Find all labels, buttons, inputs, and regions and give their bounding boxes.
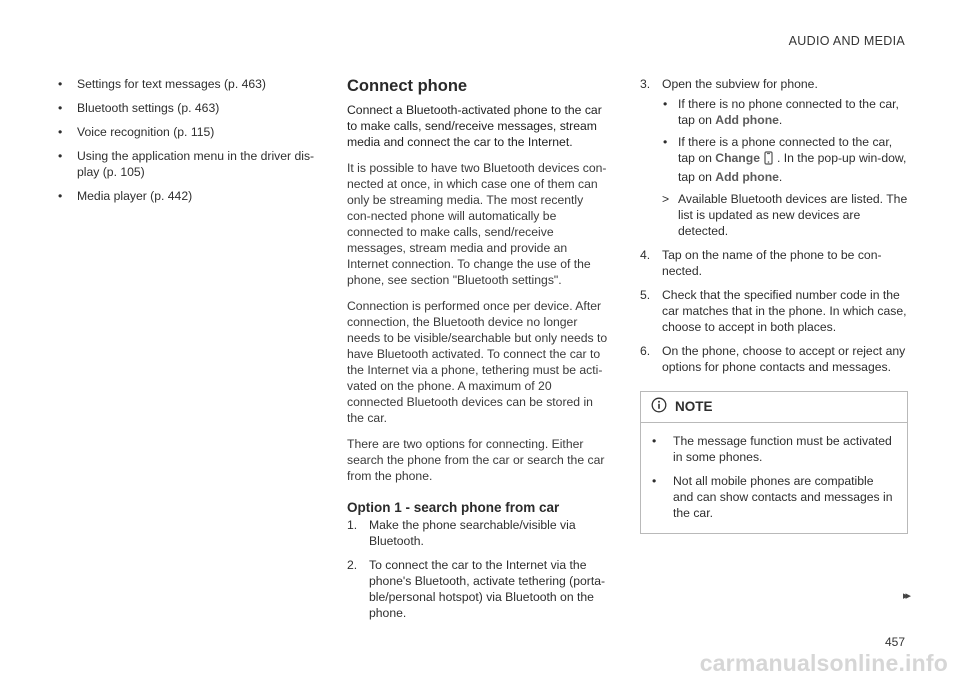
substep-text: . bbox=[778, 170, 783, 184]
substep-text: If there is a phone connected to the car, tap on bbox=[678, 135, 893, 165]
related-links-column bbox=[57, 76, 315, 212]
intro-paragraph: Connect a Bluetooth-activated phone to the car to make calls, send/receive messages, stream media and connect the car to the Internet. bbox=[347, 103, 602, 149]
substep-item bbox=[662, 134, 908, 185]
step-text: Check that the specified number code in the car matches that in the phone. In which case, choose to accept in both places. bbox=[662, 288, 907, 334]
note-item: • The message function must be activated in some phones. bbox=[651, 433, 897, 465]
step-item bbox=[347, 517, 609, 549]
step-result bbox=[662, 191, 908, 239]
step-item bbox=[347, 557, 609, 621]
step-number: 6. bbox=[640, 344, 651, 358]
note-box bbox=[640, 391, 908, 534]
note-label: NOTE bbox=[675, 399, 713, 414]
substep-item bbox=[662, 96, 908, 128]
related-link-voice-recognition[interactable]: • Voice recognition (p. 115) bbox=[57, 124, 315, 140]
substep-text: If there is no phone connected to the car, tap on bbox=[678, 97, 899, 127]
change-label: Change bbox=[715, 151, 760, 165]
phone-icon bbox=[764, 151, 773, 169]
body-paragraph: There are two options for connecting. Either search the phone from the car or search the car from the phone. bbox=[347, 437, 605, 483]
note-item: • Not all mobile phones are compatible and can show contacts and messages in the car. bbox=[651, 473, 897, 521]
step-number: 4. bbox=[640, 248, 651, 262]
step-text: Open the subview for phone. bbox=[662, 77, 818, 91]
right-column bbox=[640, 76, 908, 534]
substep-text: . In the pop-up win-dow, tap on bbox=[678, 151, 907, 184]
result-text: Available Bluetooth devices are listed. The list is updated as new devices are detected. bbox=[678, 192, 908, 238]
related-link-media-player[interactable]: • Media player (p. 442) bbox=[57, 188, 315, 204]
page-title: Connect phone bbox=[347, 77, 468, 95]
step-item bbox=[640, 343, 908, 375]
result-marker: > bbox=[662, 192, 670, 206]
step-number: 5. bbox=[640, 288, 651, 302]
note-body bbox=[641, 423, 907, 533]
main-column bbox=[347, 76, 609, 629]
step-text: To connect the car to the Internet via the phone's Bluetooth, activate tethering (porta-ble/personal hotspot) via Bluetooth on the phone. bbox=[369, 558, 606, 620]
note-header bbox=[641, 392, 907, 423]
add-phone-label: Add phone bbox=[715, 113, 779, 127]
note-list bbox=[651, 433, 897, 521]
info-circle-icon bbox=[651, 397, 667, 417]
related-link-bluetooth-settings[interactable]: • Bluetooth settings (p. 463) bbox=[57, 100, 315, 116]
step-item bbox=[640, 76, 908, 239]
substep-text: . bbox=[778, 113, 783, 127]
related-links-list bbox=[57, 76, 315, 204]
watermark: carmanualsonline.info bbox=[699, 650, 948, 676]
step-text: Tap on the name of the phone to be con-nected. bbox=[662, 248, 882, 278]
related-link-text-messages[interactable]: • Settings for text messages (p. 463) bbox=[57, 76, 315, 92]
option1-heading: Option 1 - search phone from car bbox=[347, 500, 560, 515]
step-number: 3. bbox=[640, 77, 651, 91]
option1-steps-continued bbox=[640, 76, 908, 375]
body-paragraph: It is possible to have two Bluetooth devices con-nected at once, in which case one of them can only be streaming media. The most recently con-nected phone will automatically be connected to make calls, send/receive messages, stream media and provide an Internet connection. To change the use of the phone, see section "Bluetooth settings". bbox=[347, 161, 607, 287]
step-text: Make the phone searchable/visible via Bluetooth. bbox=[369, 518, 576, 548]
section-header: AUDIO AND MEDIA bbox=[788, 34, 905, 48]
add-phone-label: Add phone bbox=[715, 170, 779, 184]
page-number: 457 bbox=[884, 635, 905, 649]
related-link-application-menu[interactable]: • Using the application menu in the driver dis-play (p. 105) bbox=[57, 148, 315, 180]
step-item bbox=[640, 247, 908, 279]
step-text: On the phone, choose to accept or reject any options for phone contacts and messages. bbox=[662, 344, 906, 374]
step-number: 2. bbox=[347, 558, 358, 572]
body-paragraph: Connection is performed once per device. After connection, the Bluetooth device no longer needs to be visible/searchable but only needs to have Bluetooth activated. To connect the car to the Internet via a phone, tethering must be acti-vated on the phone. A maximum of 20 connected Bluetooth devices can be stored in the car. bbox=[347, 299, 608, 425]
next-page-arrow-icon: ▸▸ bbox=[902, 590, 908, 602]
step3-substeps bbox=[662, 96, 908, 185]
step-item bbox=[640, 287, 908, 335]
option1-steps bbox=[347, 517, 609, 621]
step-number: 1. bbox=[347, 518, 358, 532]
